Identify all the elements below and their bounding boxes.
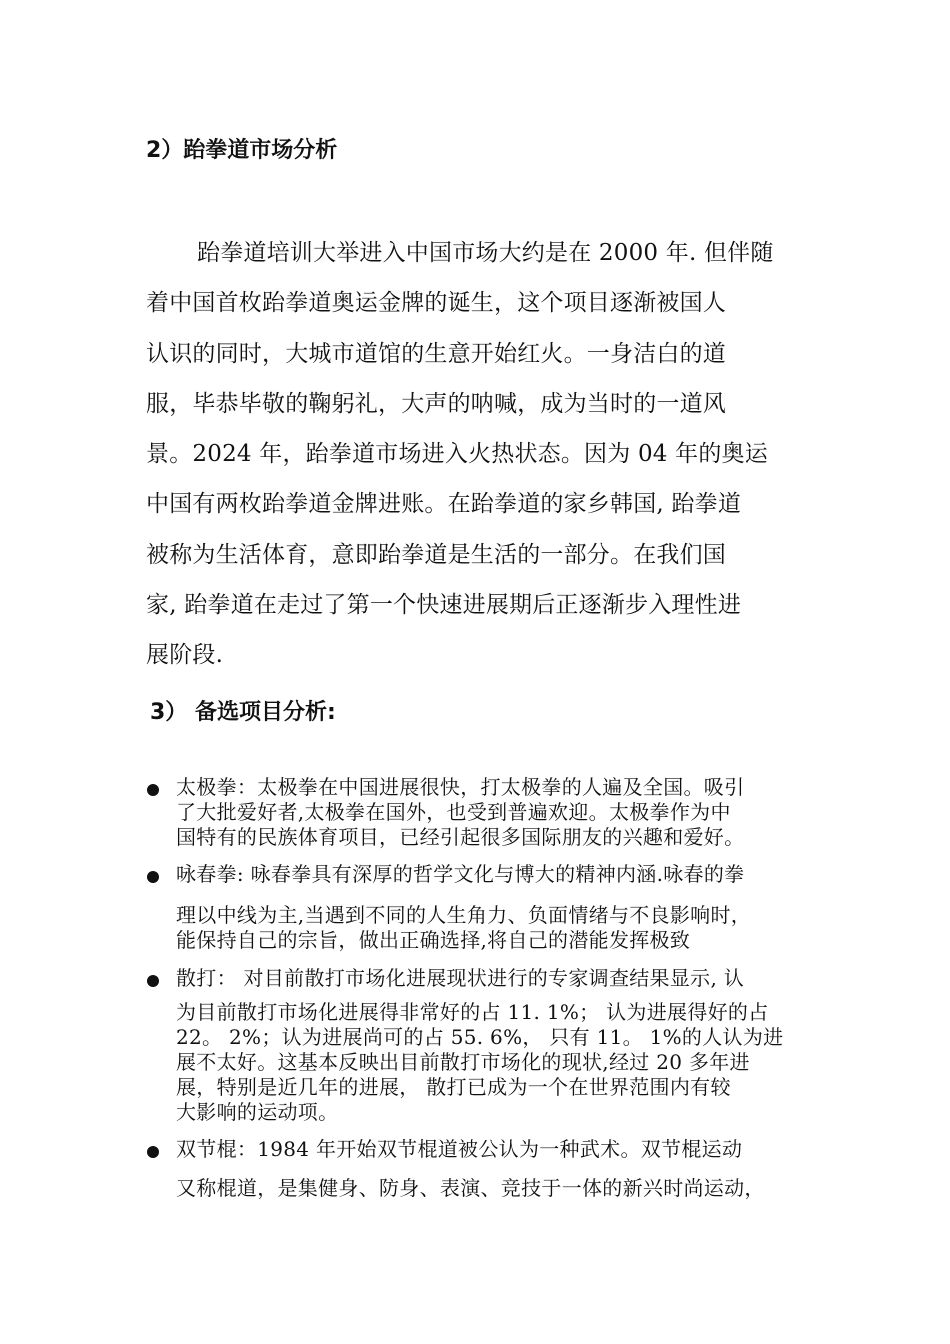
paragraph-line: 服，毕恭毕敬的鞠躬礼，大声的呐喊，成为当时的一道风 <box>146 390 726 417</box>
bullet-icon <box>147 975 159 987</box>
section-3-heading: 3） 备选项目分析: <box>150 700 336 725</box>
list-item-line: 国特有的民族体育项目，已经引起很多国际朋友的兴趣和爱好。 <box>176 825 745 849</box>
list-item-line: 双节棍：1984 年开始双节棍道被公认为一种武术。双节棍运动 <box>176 1137 743 1161</box>
paragraph-line: 中国有两枚跆拳道金牌进账。在跆拳道的家乡韩国, 跆拳道 <box>146 491 742 518</box>
bullet-icon <box>147 784 159 796</box>
list-item-line: 了大批爱好者,太极拳在国外，也受到普遍欢迎。太极拳作为中 <box>176 800 731 824</box>
paragraph-line: 着中国首枚跆拳道奥运金牌的诞生，这个项目逐渐被国人 <box>146 290 726 317</box>
list-item-line: 太极拳：太极拳在中国进展很快，打太极拳的人遍及全国。吸引 <box>176 775 745 799</box>
list-item-line: 理以中线为主,当遇到不同的人生角力、负面情绪与不良影响时， <box>176 903 752 927</box>
list-item-line: 散打： 对目前散打市场化进展现状进行的专家调查结果显示, 认 <box>176 966 745 990</box>
list-item-line: 展，特别是近几年的进展， 散打已成为一个在世界范围内有较 <box>176 1075 731 1099</box>
list-item-line: 能保持自己的宗旨，做出正确选择,将自己的潜能发挥极致 <box>176 928 691 952</box>
bullet-icon <box>147 1146 159 1158</box>
list-item-line: 展不太好。这基本反映出目前散打市场化的现状,经过 20 多年进 <box>176 1050 750 1074</box>
section-2-heading: 2）跆拳道市场分析 <box>146 138 338 163</box>
paragraph-line: 被称为生活体育，意即跆拳道是生活的一部分。在我们国 <box>146 541 726 568</box>
list-item-line: 为目前散打市场化进展得非常好的占 11. 1%； 认为进展得好的占 <box>176 1000 769 1024</box>
list-item-line: 22。 2%；认为进展尚可的占 55. 6%， 只有 11。 1%的人认为进 <box>176 1025 784 1049</box>
list-item-line: 大影响的运动项。 <box>176 1100 339 1124</box>
paragraph-line: 展阶段. <box>146 642 224 669</box>
paragraph-line: 家, 跆拳道在走过了第一个快速进展期后正逐渐步入理性进 <box>146 592 742 619</box>
paragraph-line: 景。2024 年，跆拳道市场进入火热状态。因为 04 年的奥运 <box>146 441 768 468</box>
bullet-icon <box>147 871 159 883</box>
list-item-line: 又称棍道，是集健身、防身、表演、竞技于一体的新兴时尚运动， <box>176 1176 765 1200</box>
list-item-line: 咏春拳: 咏春拳具有深厚的哲学文化与博大的精神内涵.咏春的拳 <box>176 862 745 886</box>
paragraph-line: 跆拳道培训大举进入中国市场大约是在 2000 年. 但伴随 <box>197 240 774 266</box>
paragraph-line: 认识的同时，大城市道馆的生意开始红火。一身洁白的道 <box>146 340 726 367</box>
